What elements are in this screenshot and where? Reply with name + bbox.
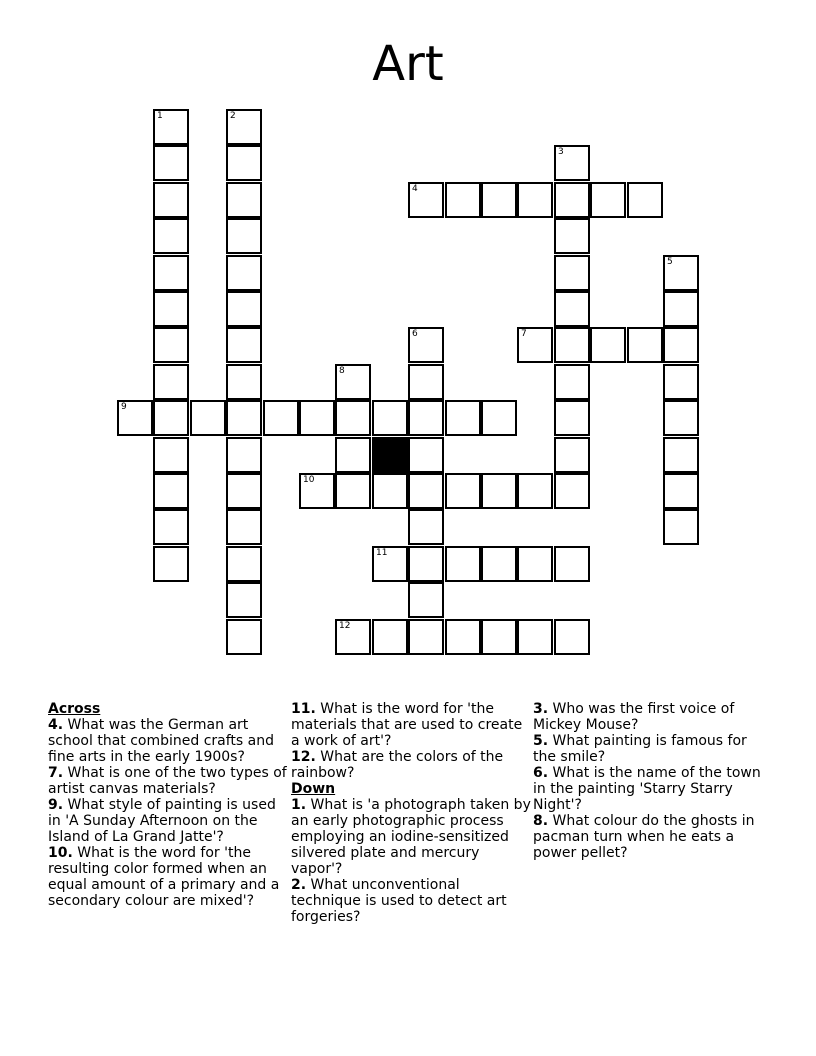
grid-cell[interactable]: [408, 327, 444, 363]
grid-cell[interactable]: [481, 546, 517, 582]
grid-cell[interactable]: [554, 327, 590, 363]
grid-cell[interactable]: [372, 619, 408, 655]
grid-cell[interactable]: [554, 364, 590, 400]
cell-number: 9: [121, 402, 127, 412]
clue-text: What was the German art school that combined crafts and fine arts in the early 1900s?: [48, 717, 275, 765]
grid-cell[interactable]: [408, 364, 444, 400]
across-clue-10: [48, 845, 288, 909]
clue-text: What painting is famous for the smile?: [533, 733, 747, 765]
grid-cell[interactable]: [517, 546, 553, 582]
grid-cell[interactable]: [408, 400, 444, 436]
grid-cell[interactable]: [153, 109, 189, 145]
cell-number: 2: [230, 111, 236, 121]
puzzle-title: Art: [372, 36, 444, 92]
grid-cell[interactable]: [335, 400, 371, 436]
clue-number: 2.: [291, 877, 307, 893]
grid-cell[interactable]: [445, 473, 481, 509]
clue-column-1: [48, 701, 288, 909]
clue-number: 8.: [533, 813, 549, 829]
clue-number: 12.: [291, 749, 316, 765]
down-clue-8: [533, 813, 773, 861]
down-clue-2: [291, 877, 531, 925]
grid-cell[interactable]: [153, 364, 189, 400]
clue-column-3: [533, 701, 773, 861]
across-clue-7: [48, 765, 288, 797]
grid-cell[interactable]: [153, 546, 189, 582]
grid-cell[interactable]: [153, 327, 189, 363]
across-heading: Across: [48, 701, 101, 717]
clue-text: What is the name of the town in the painting 'Starry Starry Night'?: [533, 765, 761, 813]
down-heading: Down: [291, 781, 336, 797]
grid-cell[interactable]: [299, 400, 335, 436]
clue-column-2: [291, 701, 531, 925]
grid-cell[interactable]: [590, 327, 626, 363]
down-clue-6: [533, 765, 773, 813]
clue-number: 11.: [291, 701, 316, 717]
grid-cell[interactable]: [408, 473, 444, 509]
grid-cell[interactable]: [190, 400, 226, 436]
grid-cell[interactable]: [517, 182, 553, 218]
grid-cell[interactable]: [335, 364, 371, 400]
grid-cell[interactable]: [408, 546, 444, 582]
grid-cell[interactable]: [153, 473, 189, 509]
grid-cell[interactable]: [663, 400, 699, 436]
grid-cell[interactable]: [627, 327, 663, 363]
grid-cell[interactable]: [445, 400, 481, 436]
grid-cell[interactable]: [226, 291, 262, 327]
grid-cell[interactable]: [226, 364, 262, 400]
grid-cell[interactable]: [335, 619, 371, 655]
grid-cell[interactable]: [554, 182, 590, 218]
down-clue-3: [533, 701, 773, 733]
grid-cell[interactable]: [663, 437, 699, 473]
grid-cell[interactable]: [226, 546, 262, 582]
grid-cell[interactable]: [263, 400, 299, 436]
grid-cell[interactable]: [554, 291, 590, 327]
grid-cell[interactable]: [663, 255, 699, 291]
grid-cell[interactable]: [153, 182, 189, 218]
clue-text: What is the word for 'the materials that are used to create a work of art'?: [291, 701, 523, 749]
clue-number: 1.: [291, 797, 307, 813]
cell-number: 6: [412, 329, 418, 339]
grid-cell[interactable]: [554, 400, 590, 436]
clue-text: What style of painting is used in 'A Sunday Afternoon on the Island of La Grand Jatte'?: [48, 797, 276, 845]
grid-cell[interactable]: [153, 291, 189, 327]
clue-text: What are the colors of the rainbow?: [291, 749, 504, 781]
grid-cell[interactable]: [663, 473, 699, 509]
grid-cell[interactable]: [226, 509, 262, 545]
grid-cell[interactable]: [445, 546, 481, 582]
grid-cell[interactable]: [335, 437, 371, 473]
grid-cell[interactable]: [226, 218, 262, 254]
grid-cell[interactable]: [226, 582, 262, 618]
grid-cell[interactable]: [226, 255, 262, 291]
grid-cell[interactable]: [590, 182, 626, 218]
cell-number: 8: [339, 366, 345, 376]
grid-cell[interactable]: [153, 509, 189, 545]
across-clue-12: [291, 749, 531, 781]
grid-cell[interactable]: [554, 546, 590, 582]
across-clue-4: [48, 717, 288, 765]
grid-cell[interactable]: [408, 437, 444, 473]
grid-cell[interactable]: [517, 619, 553, 655]
grid-cell[interactable]: [153, 437, 189, 473]
grid-cell[interactable]: [517, 327, 553, 363]
grid-cell[interactable]: [372, 546, 408, 582]
grid-cell[interactable]: [663, 291, 699, 327]
cell-number: 5: [667, 257, 673, 267]
grid-cell[interactable]: [226, 400, 262, 436]
clue-number: 9.: [48, 797, 64, 813]
grid-cell[interactable]: [481, 182, 517, 218]
clue-text: What is one of the two types of artist canvas materials?: [48, 765, 287, 797]
clue-number: 5.: [533, 733, 549, 749]
grid-cell[interactable]: [153, 145, 189, 181]
grid-cell[interactable]: [299, 473, 335, 509]
grid-cell[interactable]: [554, 145, 590, 181]
across-clue-11: [291, 701, 531, 749]
clue-number: 4.: [48, 717, 64, 733]
grid-cell[interactable]: [153, 255, 189, 291]
clue-text: Who was the first voice of Mickey Mouse?: [533, 701, 735, 733]
clue-text: What unconventional technique is used to detect art forgeries?: [291, 877, 507, 925]
clue-text: What is the word for 'the resulting color formed when an equal amount of a primary and a secondary colour are mixed'?: [48, 845, 280, 909]
clue-number: 3.: [533, 701, 549, 717]
grid-cell[interactable]: [408, 582, 444, 618]
grid-cell[interactable]: [226, 437, 262, 473]
grid-cell[interactable]: [226, 473, 262, 509]
grid-cell[interactable]: [663, 327, 699, 363]
grid-cell[interactable]: [153, 400, 189, 436]
grid-cell[interactable]: [372, 400, 408, 436]
grid-cell[interactable]: [481, 473, 517, 509]
grid-cell[interactable]: [445, 182, 481, 218]
grid-cell[interactable]: [554, 255, 590, 291]
grid-cell[interactable]: [554, 619, 590, 655]
down-clue-5: [533, 733, 773, 765]
grid-cell[interactable]: [226, 182, 262, 218]
down-clue-1: [291, 797, 531, 877]
black-square: [372, 437, 408, 473]
clue-text: What colour do the ghosts in pacman turn when he eats a power pellet?: [533, 813, 755, 861]
cell-number: 3: [558, 147, 564, 157]
grid-cell[interactable]: [335, 473, 371, 509]
grid-cell[interactable]: [554, 218, 590, 254]
cell-number: 7: [521, 329, 527, 339]
grid-cell[interactable]: [517, 473, 553, 509]
grid-cell[interactable]: [408, 619, 444, 655]
grid-cell[interactable]: [153, 218, 189, 254]
grid-cell[interactable]: [554, 437, 590, 473]
grid-cell[interactable]: [408, 509, 444, 545]
grid-cell[interactable]: [627, 182, 663, 218]
clue-number: 10.: [48, 845, 73, 861]
clue-number: 6.: [533, 765, 549, 781]
grid-cell[interactable]: [554, 473, 590, 509]
across-clue-9: [48, 797, 288, 845]
grid-cell[interactable]: [372, 473, 408, 509]
cell-number: 12: [339, 621, 351, 631]
grid-cell[interactable]: [226, 109, 262, 145]
grid-cell[interactable]: [226, 145, 262, 181]
clue-text: What is 'a photograph taken by an early photographic process employing an iodine-sensitized silvered plate and mercury vapor'?: [291, 797, 531, 877]
grid-cell[interactable]: [408, 182, 444, 218]
grid-cell[interactable]: [226, 619, 262, 655]
cell-number: 11: [376, 548, 388, 558]
grid-cell[interactable]: [481, 400, 517, 436]
grid-cell[interactable]: [226, 327, 262, 363]
cell-number: 10: [303, 475, 315, 485]
grid-cell[interactable]: [481, 619, 517, 655]
cell-number: 4: [412, 184, 418, 194]
grid-cell[interactable]: [117, 400, 153, 436]
clue-number: 7.: [48, 765, 64, 781]
grid-cell[interactable]: [663, 364, 699, 400]
grid-cell[interactable]: [445, 619, 481, 655]
grid-cell[interactable]: [663, 509, 699, 545]
cell-number: 1: [157, 111, 163, 121]
